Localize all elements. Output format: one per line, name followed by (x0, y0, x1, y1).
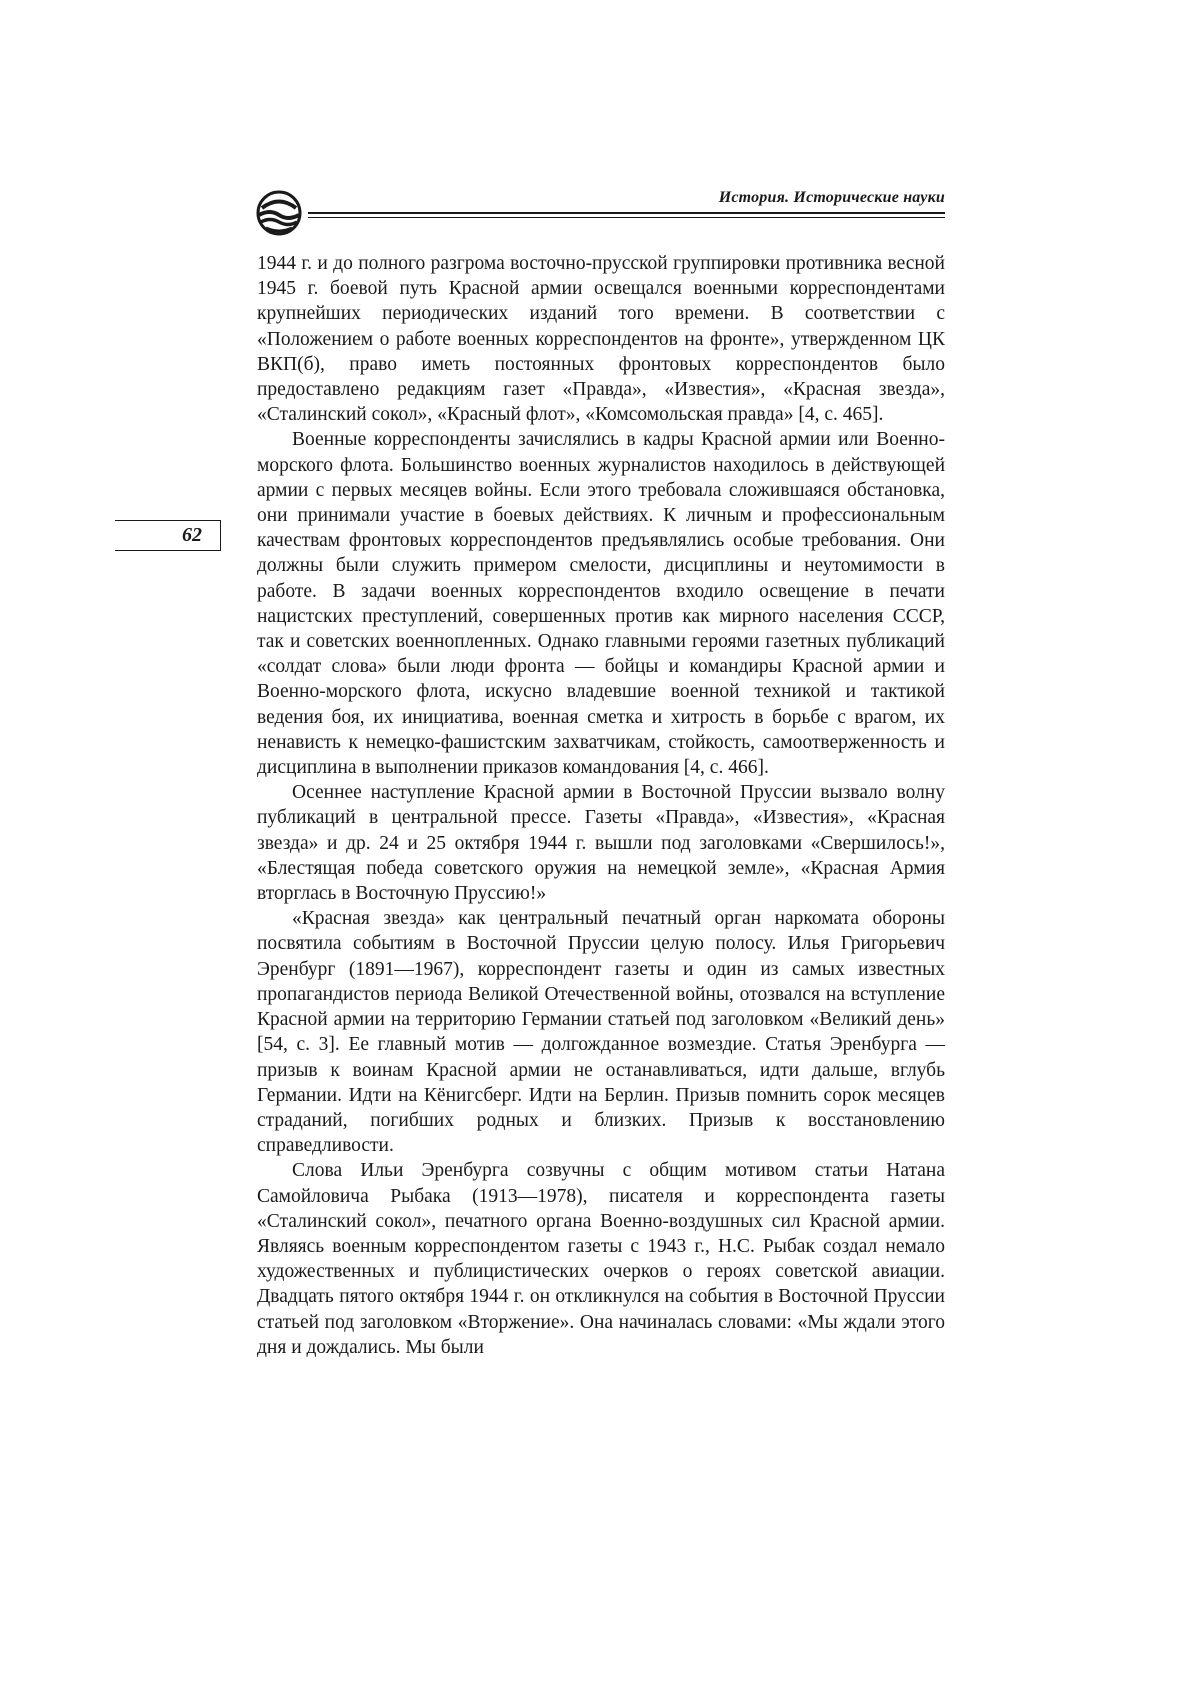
paragraph: Военные корреспонденты зачислялись в кадры Красной армии или Военно-морского флота. Большинство военных журналистов находилось в действующей армии с первых месяцев войны. Если этого требовала сложившаяся обстановка, они принимали участие в боевых действиях. К личным и профессиональным качествам фронтовых корреспондентов предъявлялись особые требования. Они должны были служить примером смелости, дисциплины и неутомимости в работе. В задачи военных корреспондентов входило освещение в печати нацистских преступлений, совершенных против как мирного населения СССР, так и советских военнопленных. Однако главными героями газетных публикаций «солдат слова» были люди фронта — бойцы и командиры Красной армии и Военно-морского флота, искусно владевшие военной техникой и тактикой ведения боя, их инициатива, военная сметка и хитрость в борьбе с врагом, их ненависть к немецко-фашистским захватчикам, стойкость, самоотверженность и дисциплина в выполнении приказов командования [4, с. 466]. (257, 429, 945, 779)
header-rule-thin (308, 217, 945, 218)
article-body (257, 251, 945, 1360)
header-rule (308, 212, 945, 214)
paragraph: Слова Ильи Эренбурга созвучны с общим мотивом статьи Натана Самойловича Рыбака (1913—1978), писателя и корреспондента газеты «Сталинский сокол», печатного органа Военно-воздушных сил Красной армии. Являясь военным корреспондентом газеты с 1943 г., Н.С. Рыбак создал немало художественных и публицистических очерков о героях советской авиации. Двадцать пятого октября 1944 г. он откликнулся на события в Восточной Пруссии статьей под заголовком «Вторжение». Она начиналась словами: «Мы ждали этого дня и дождались. Мы были (257, 1160, 945, 1358)
paragraph: Осеннее наступление Красной армии в Восточной Пруссии вызвало волну публикаций в центральной прессе. Газеты «Правда», «Известия», «Красная звезда» и др. 24 и 25 октября 1944 г. вышли под заголовками «Свершилось!», «Блестящая победа советского оружия на немецкой земле», «Красная Армия вторглась в Восточную Пруссию!» (257, 782, 945, 905)
waves-sun-logo-icon (256, 190, 302, 236)
page-number: 62 (182, 524, 202, 546)
running-header-title: История. Исторические науки (718, 189, 945, 206)
paragraph: «Красная звезда» как центральный печатный орган наркомата обороны посвятила событиям в Восточной Пруссии целую полосу. Илья Григорьевич Эренбург (1891—1967), корреспондент газеты и один из самых известных пропагандистов периода Великой Отечественной войны, отозвался на вступление Красной армии на территорию Германии статьей под заголовком «Великий день» [54, с. 3]. Ее главный мотив — долгожданное возмездие. Статья Эренбурга — призыв к воинам Красной армии не останавливаться, идти дальше, вглубь Германии. Идти на Кёнигсберг. Идти на Берлин. Призыв помнить сорок месяцев страданий, погибших родных и близких. Призыв к восстановлению справедливости. (257, 908, 945, 1157)
page-number-box (115, 520, 221, 551)
paragraph-continued: 1944 г. и до полного разгрома восточно-прусской группировки противника весной 1945 г. боевой путь Красной армии освещался военными корреспондентами крупнейших периодических изданий того времени. В соответствии с «Положением о работе военных корреспондентов на фронте», утвержденном ЦК ВКП(б), право иметь постоянных фронтовых корреспондентов было предоставлено редакциям газет «Правда», «Известия», «Красная звезда», «Сталинский сокол», «Красный флот», «Комсомольская правда» [4, с. 465]. (257, 253, 945, 426)
